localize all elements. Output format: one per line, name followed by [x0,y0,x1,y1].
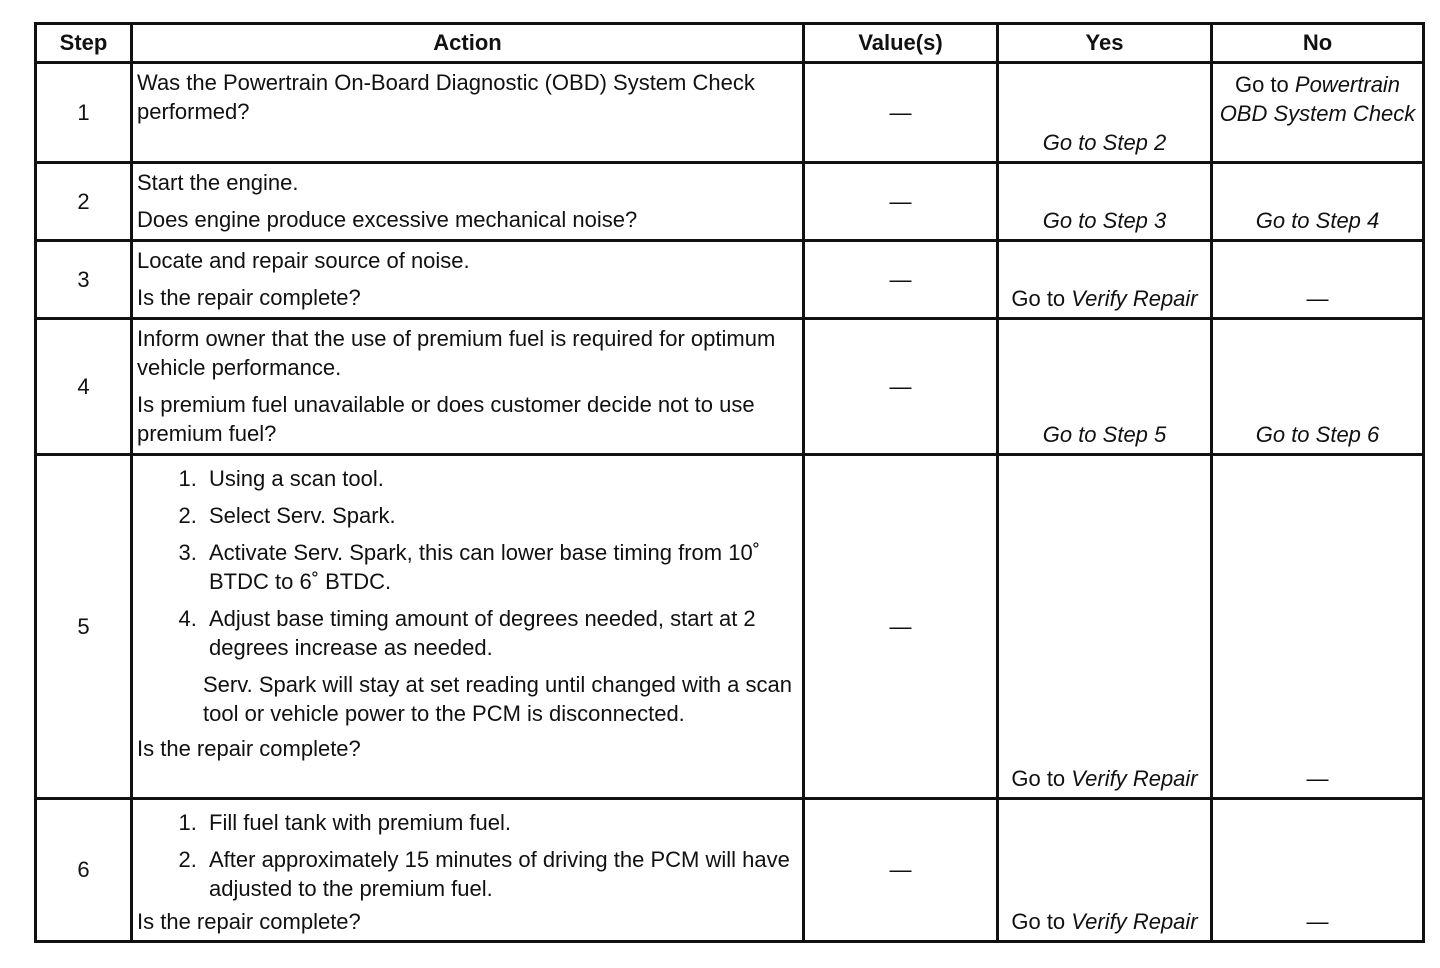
yes-link: Go to Step 5 [1042,422,1167,447]
yes-link: Verify Repair [1071,286,1198,311]
action-question: Does engine produce excessive mechanical noise? [137,207,638,232]
action-text: Start the engine. [137,170,299,195]
table-row [36,163,1424,241]
header-values: Value(s) [804,24,998,63]
action-text: Inform owner that the use of premium fuel is required for optimum vehicle performance. [137,326,776,380]
action-steps-list [137,808,794,903]
list-item: 3. Activate Serv. Spark, this can lower base timing from 10˚ BTDC to 6˚ BTDC. [203,538,794,596]
header-yes: Yes [998,24,1212,63]
header-row [36,24,1424,63]
step-number: 4 [36,319,132,455]
value-cell: — [804,319,998,455]
no-link: Go to Step 4 [1255,208,1380,233]
no-cell [1212,455,1424,799]
no-cell [1212,799,1424,942]
value-cell: — [804,241,998,319]
no-link: Go to Step 6 [1255,422,1380,447]
yes-prefix: Go to [1011,286,1066,311]
value-cell: — [804,799,998,942]
header-action: Action [132,24,804,63]
action-question: Is the repair complete? [137,285,361,310]
action-cell [132,799,804,942]
list-item: 1. Fill fuel tank with premium fuel. [203,808,794,837]
action-text: Locate and repair source of noise. [137,248,470,273]
header-no: No [1212,24,1424,63]
no-cell [1212,163,1424,241]
action-question: Is the repair complete? [137,909,361,934]
yes-prefix: Go to [1011,766,1066,791]
action-cell [132,241,804,319]
yes-cell [998,163,1212,241]
header-step: Step [36,24,132,63]
action-cell [132,319,804,455]
yes-cell [998,63,1212,163]
table-row [36,319,1424,455]
value-cell: — [804,163,998,241]
no-link: Powertrain OBD System Check [1219,72,1416,126]
yes-cell [998,455,1212,799]
table-row [36,455,1424,799]
yes-cell [998,319,1212,455]
step-number: 6 [36,799,132,942]
no-cell [1212,241,1424,319]
no-dash: — [1306,286,1329,311]
no-dash: — [1306,766,1329,791]
action-cell [132,455,804,799]
value-cell: — [804,63,998,163]
yes-link: Verify Repair [1071,766,1198,791]
step-number: 5 [36,455,132,799]
action-cell [132,63,804,163]
no-cell [1212,319,1424,455]
diagnostic-table [34,22,1425,943]
action-cell [132,163,804,241]
action-text: Was the Powertrain On-Board Diagnostic (OBD) System Check performed? [137,70,755,124]
yes-cell [998,241,1212,319]
action-question: Is the repair complete? [137,736,361,761]
action-steps-list [137,464,794,662]
list-item: 1. Using a scan tool. [203,464,794,493]
no-prefix: Go to [1234,72,1289,97]
yes-link: Go to Step 3 [1042,208,1167,233]
table-row [36,799,1424,942]
yes-prefix: Go to [1011,909,1066,934]
list-item: 2. Select Serv. Spark. [203,501,794,530]
value-cell: — [804,455,998,799]
list-item: 4. Adjust base timing amount of degrees needed, start at 2 degrees increase as needed. [203,604,794,662]
action-note: Serv. Spark will stay at set reading until changed with a scan tool or vehicle power to the PCM is disconnected. [203,672,793,726]
yes-link: Go to Step 2 [1042,130,1167,155]
table-row [36,241,1424,319]
step-number: 2 [36,163,132,241]
diagnostic-table-container [34,22,1422,943]
action-question: Is premium fuel unavailable or does customer decide not to use premium fuel? [137,392,755,446]
table-row [36,63,1424,163]
yes-link: Verify Repair [1071,909,1198,934]
step-number: 3 [36,241,132,319]
no-cell [1212,63,1424,163]
step-number: 1 [36,63,132,163]
no-dash: — [1306,909,1329,934]
yes-cell [998,799,1212,942]
list-item: 2. After approximately 15 minutes of driving the PCM will have adjusted to the premium fuel. [203,845,794,903]
